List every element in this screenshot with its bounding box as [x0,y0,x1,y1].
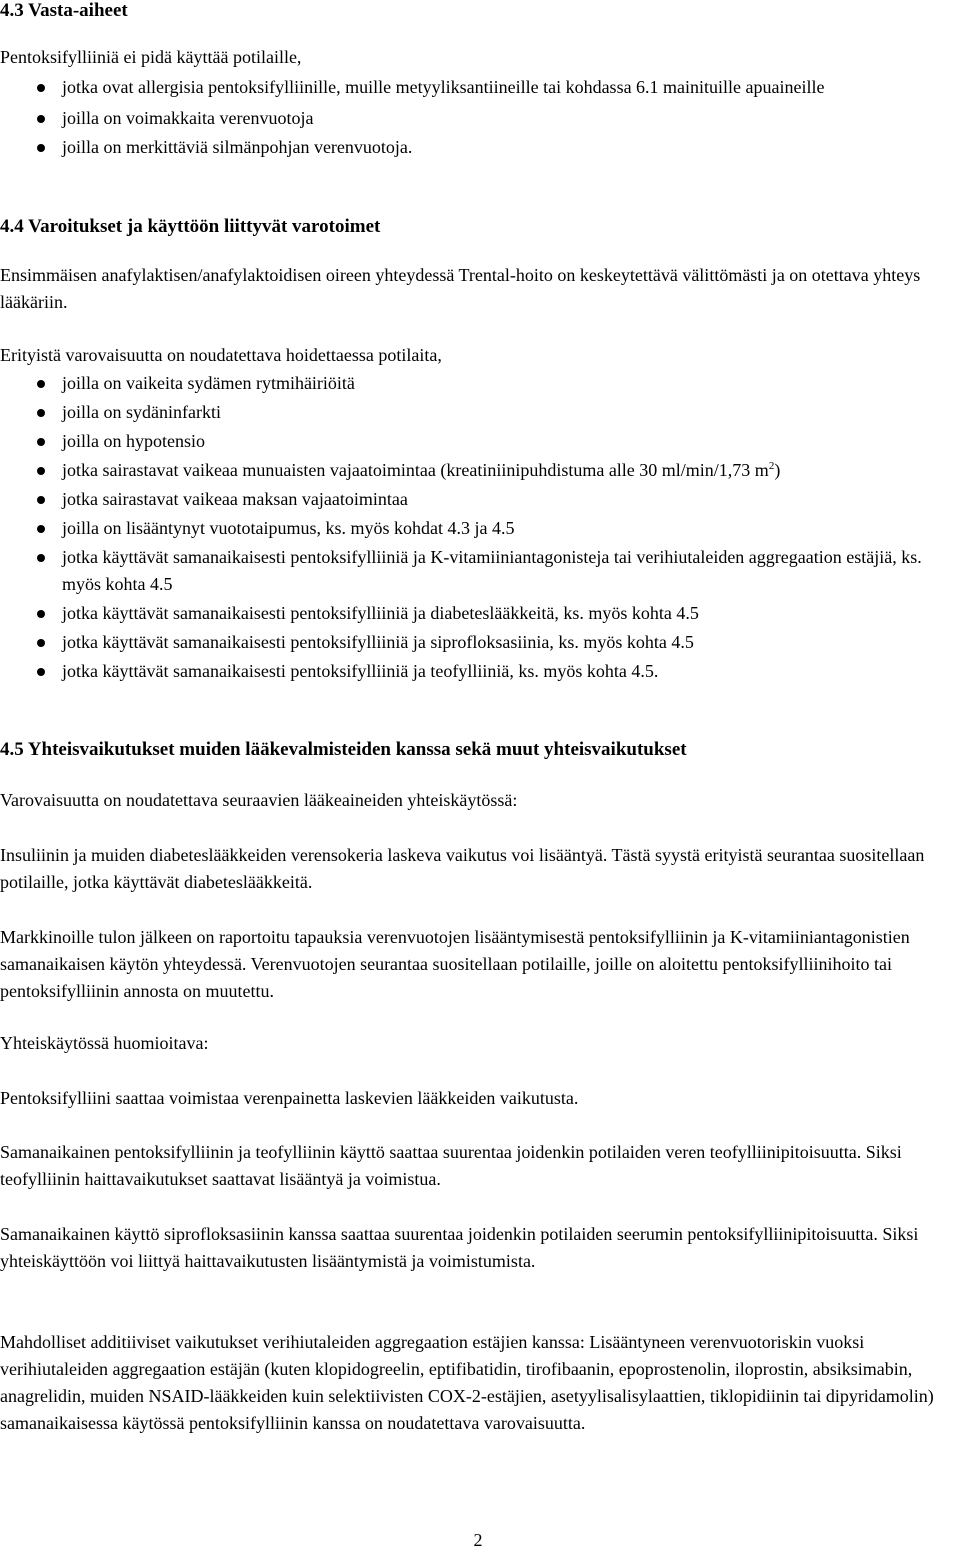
section-4-3-heading: 4.3 Vasta-aiheet [0,0,128,21]
section-4-5-p5: Pentoksifylliini saattaa voimistaa verenpainetta laskevien lääkkeiden vaikutusta. [0,1088,579,1108]
section-4-4-heading: 4.4 Varoitukset ja käyttöön liittyvät varotoimet [0,216,381,237]
section-4-5-p8: Mahdolliset additiiviset vaikutukset verihiutaleiden aggregaation estäjien kanssa: Lisääntyneen verenvuotoriskin vuoksi verihiutaleiden aggregaation estäjän (kuten klopidogreelin, eptifibatidin, tirofibaanin, epoprostenolin, iloprostin, absiksimabin, anagrelidin, muiden NSAID-lääkkeiden kuin selektiivisten COX-2-estäjien, asetyylisalisylaattien, tiklopidiinin tai dipyridamolin) samanaikaisessa käytössä pentoksifylliinin kanssa on noudatettava varovaisuutta. [0,1332,934,1433]
list-item: joilla on merkittäviä silmänpohjan verenvuotoja. [0,134,950,161]
section-4-5-p4: Yhteiskäytössä huomioitava: [0,1033,209,1053]
list-item: joilla on voimakkaita verenvuotoja [0,105,950,132]
precautions-list [0,370,955,685]
list-item: jotka käyttävät samanaikaisesti pentoksifylliiniä ja siprofloksasiinia, ks. myös kohta 4.5 [0,629,955,656]
list-item: jotka ovat allergisia pentoksifylliinille, muille metyyliksantiineille tai kohdassa 6.1 mainituille apuaineille [0,74,950,101]
list-item: joilla on lisääntynyt vuototaipumus, ks. myös kohdat 4.3 ja 4.5 [0,515,955,542]
section-4-4-intro: Erityistä varovaisuutta on noudatettava hoidettaessa potilaita, [0,345,442,365]
renal-item-text: jotka sairastavat vaikeaa munuaisten vajaatoimintaa (kreatiniinipuhdistuma alle 30 ml/min/1,73 m [62,460,769,480]
list-item: jotka käyttävät samanaikaisesti pentoksifylliiniä ja K-vitamiiniantagonisteja tai verihiutaleiden aggregaation estäjiä, ks. myös kohta 4.5 [0,544,955,598]
contraindications-list [0,74,950,161]
section-4-4-paragraph: Ensimmäisen anafylaktisen/anafylaktoidisen oireen yhteydessä Trental-hoito on keskeytettävä välittömästi ja on otettava yhteys lääkäriin. [0,265,921,312]
renal-item-end: ) [774,460,781,480]
list-item: joilla on vaikeita sydämen rytmihäiriöitä [0,370,955,397]
list-item: jotka käyttävät samanaikaisesti pentoksifylliiniä ja diabeteslääkkeitä, ks. myös kohta 4.5 [0,600,955,627]
list-item: jotka sairastavat vaikeaa maksan vajaatoimintaa [0,486,955,513]
page-number: 2 [473,1530,483,1550]
list-item [0,457,955,484]
list-item: joilla on sydäninfarkti [0,399,955,426]
section-4-3-intro: Pentoksifylliiniä ei pidä käyttää potilaille, [0,47,302,67]
section-4-5-heading: 4.5 Yhteisvaikutukset muiden lääkevalmisteiden kanssa sekä muut yhteisvaikutukset [0,739,687,760]
section-4-5-p1: Varovaisuutta on noudatettava seuraavien lääkeaineiden yhteiskäytössä: [0,790,518,810]
section-4-5-p3: Markkinoille tulon jälkeen on raportoitu tapauksia verenvuotojen lisääntymisestä pentoksifylliinin ja K-vitamiiniantagonistien samanaikaisen käytön yhteydessä. Verenvuotojen seurantaa suositellaan potilaille, joille on aloitettu pentoksifylliinihoito tai pentoksifylliinin annosta on muutettu. [0,927,910,1001]
section-4-5-p7: Samanaikainen käyttö siprofloksasiinin kanssa saattaa suurentaa joidenkin potilaiden seerumin pentoksifylliinipitoisuutta. Siksi yhteiskäyttöön voi liittyä haittavaikutusten lisääntymistä ja voimistumista. [0,1224,919,1271]
section-4-5-p2: Insuliinin ja muiden diabeteslääkkeiden verensokeria laskeva vaikutus voi lisääntyä. Tästä syystä erityistä seurantaa suositellaan potilaille, jotka käyttävät diabeteslääkkeitä. [0,845,925,892]
section-4-5-p6: Samanaikainen pentoksifylliinin ja teofylliinin käyttö saattaa suurentaa joidenkin potilaiden veren teofylliinipitoisuutta. Siksi teofylliinin haittavaikutukset saattavat lisääntyä ja voimistua. [0,1142,902,1189]
superscript: 2 [768,460,775,472]
list-item: joilla on hypotensio [0,428,955,455]
list-item: jotka käyttävät samanaikaisesti pentoksifylliiniä ja teofylliiniä, ks. myös kohta 4.5. [0,658,955,685]
